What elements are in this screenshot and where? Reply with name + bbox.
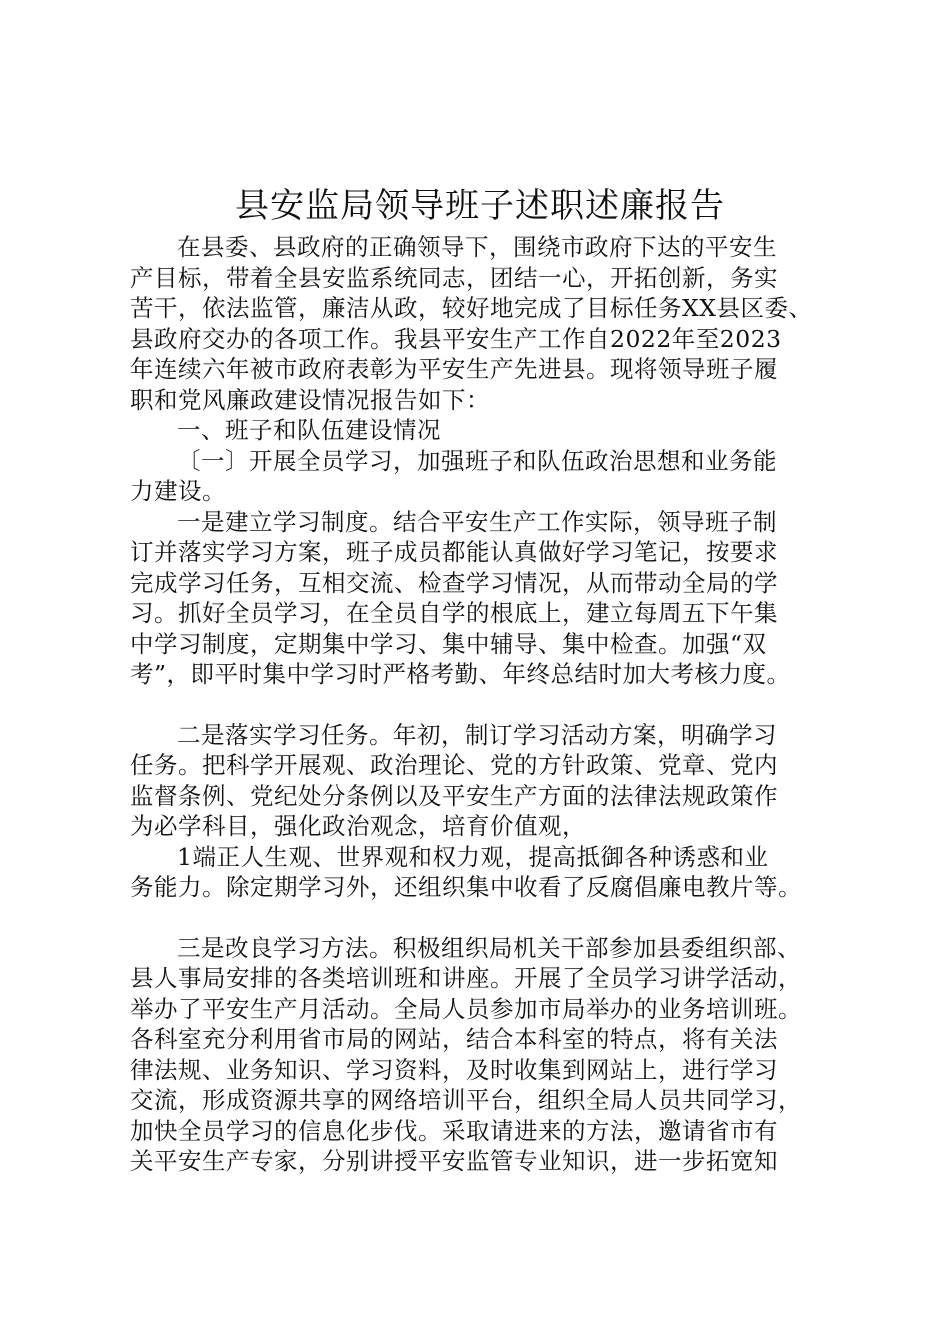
text-line: 苦干，依法监管，廉洁从政，较好地完成了目标任务XX县区委、 (130, 294, 813, 322)
text-line: 律法规、业务知识、学习资料，及时收集到网站上，进行学习 (130, 1055, 778, 1084)
text-line: 考”，即平时集中学习时严格考勤、年终总结时加大考核力度。 (130, 660, 791, 688)
document-title: 县安监局领导班子述职述廉报告 (235, 186, 725, 226)
text-line: 〔一〕开展全员学习，加强班子和队伍政治思想和业务能 (177, 446, 777, 475)
text-line: 中学习制度，定期集中学习、集中辅导、集中检查。加强“双 (130, 629, 767, 658)
subsection-heading (130, 446, 830, 507)
paragraph-values (130, 842, 830, 903)
text-line: 任务。把科学开展观、政治理论、党的方针政策、党章、党内 (130, 751, 778, 779)
text-line: 一、班子和队伍建设情况 (177, 416, 441, 444)
text-line: 交流，形成资源共享的网络培训平台，组织全局人员共同学习， (130, 1086, 802, 1114)
paragraph-study-tasks (130, 720, 830, 842)
text-line: 年连续六年被市政府表彰为平安生产先进县。现将领导班子履 (130, 355, 778, 383)
text-line: 三是改良学习方法。积极组织局机关干部参加县委组织部、 (177, 933, 801, 962)
text-line: 为必学科目，强化政治观念，培育价值观， (130, 812, 586, 840)
text-line: 1端正人生观、世界观和权力观，提高抵御各种诱惑和业 (177, 842, 769, 871)
text-line: 二是落实学习任务。年初，制订学习活动方案，明确学习 (177, 720, 777, 749)
text-line: 在县委、县政府的正确领导下，围绕市政府下达的平安生 (177, 233, 777, 261)
text-line: 务能力。除定期学习外，还组织集中收看了反腐倡廉电教片等。 (130, 873, 802, 901)
text-line: 习。抓好全员学习，在全员自学的根底上，建立每周五下午集 (130, 599, 778, 627)
text-line: 力建设。 (130, 477, 226, 505)
section-heading (130, 415, 830, 446)
text-line: 关平安生产专家，分别讲授平安监管专业知识，进一步拓宽知 (130, 1147, 778, 1175)
text-line: 举办了平安生产月活动。全局人员参加市局举办的业务培训班。 (130, 994, 802, 1023)
paragraph-study-system (130, 507, 830, 690)
document-page (130, 180, 830, 1177)
text-line: 订并落实学习方案，班子成员都能认真做好学习笔记，按要求 (130, 538, 778, 566)
text-line: 监督条例、党纪处分条例以及平安生产方面的法律法规政策作 (130, 781, 778, 810)
text-line: 产目标，带着全县安监系统同志，团结一心，开拓创新，务实 (130, 263, 778, 292)
paragraph-intro (130, 232, 830, 415)
text-line: 一是建立学习制度。结合平安生产工作实际，领导班子制 (177, 507, 777, 536)
text-line: 职和党风廉政建设情况报告如下： (130, 385, 490, 414)
text-line: 加快全员学习的信息化步伐。采取请进来的方法，邀请省市有 (130, 1116, 778, 1145)
text-line: 完成学习任务，互相交流、检查学习情况，从而带动全局的学 (130, 568, 778, 597)
text-line: 各科室充分利用省市局的网站，结合本科室的特点，将有关法 (130, 1025, 778, 1053)
paragraph-study-methods (130, 933, 830, 1177)
text-line: 县政府交办的各项工作。我县平安生产工作自2022年至2023 (130, 324, 782, 353)
text-line: 县人事局安排的各类培训班和讲座。开展了全员学习讲学活动， (130, 964, 802, 992)
